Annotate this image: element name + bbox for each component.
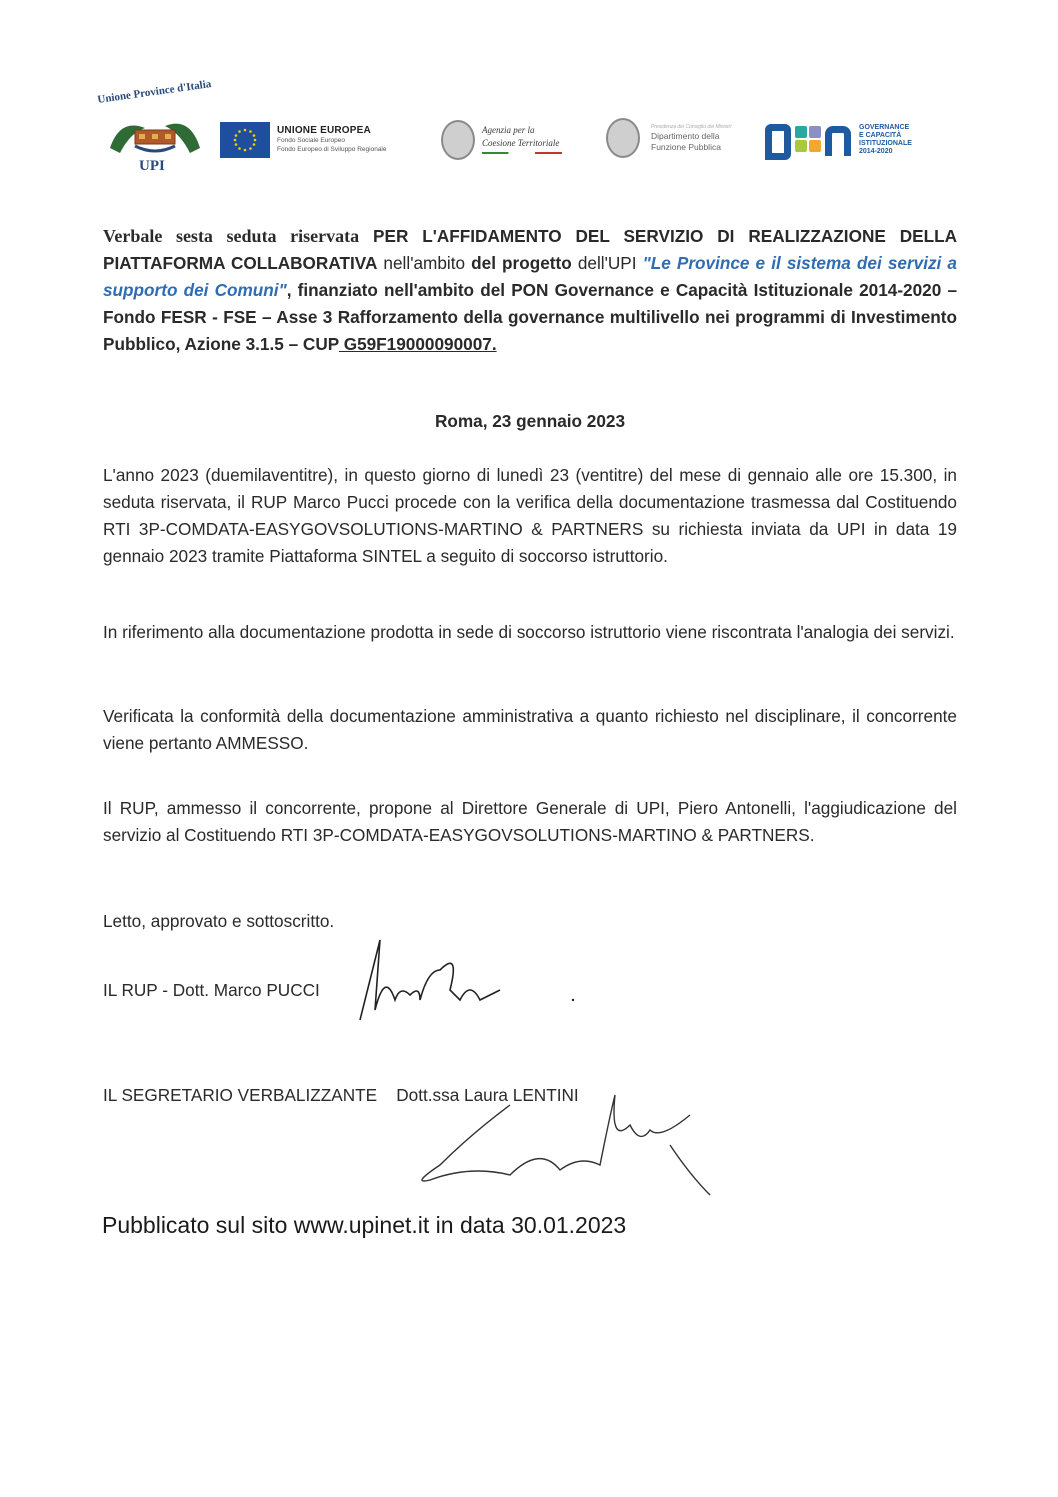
secretary-signature-icon [390, 1085, 720, 1205]
document-title [103, 223, 957, 358]
closing-text: Letto, approvato e sottoscritto. [103, 911, 335, 931]
paragraph-3: Verificata la conformità della documentazione amministrativa a quanto richiesto nel disciplinare, il concorrente viene pertanto AMMESSO. [103, 706, 957, 753]
dfp-small-line: Presidenza del Consiglio dei Ministri [651, 124, 732, 130]
place-date: Roma, 23 gennaio 2023 [434, 411, 626, 431]
pon-logo-text [859, 124, 912, 156]
title-part-4: del progetto [471, 253, 572, 273]
paragraph-2: In riferimento alla documentazione prodotta in sede di soccorso istruttorio viene riscontrata l'analogia dei servizi. [103, 622, 955, 642]
upi-acronym: UPI [139, 158, 165, 174]
eu-title: UNIONE EUROPEA [277, 125, 371, 136]
italian-republic-emblem-icon-2 [606, 118, 640, 158]
pon-grid-icon [795, 126, 821, 152]
italian-republic-emblem-icon [441, 120, 475, 160]
pon-p-icon [765, 124, 791, 160]
agency-line-2: Coesione Territoriale [482, 138, 560, 148]
eu-flag-icon [220, 122, 270, 158]
agency-logo-text [482, 124, 562, 154]
pon-line-3: ISTITUZIONALE [859, 140, 912, 147]
title-bold-part: PER L'AFFIDAMENTO DEL SERVIZIO DI REALIZZAZIONE DELLA PIATTAFORMA COLLABORATIVA [103, 226, 957, 273]
project-name: "Le Province e il sistema dei servizi a supporto dei Comuni" [103, 253, 957, 300]
upi-logo-arc-text: Unione Province d'Italia [96, 78, 212, 106]
eu-sub-line-2: Fondo Europeo di Sviluppo Regionale [277, 146, 387, 153]
publication-note: Pubblicato sul sito www.upinet.it in data 30.01.2023 [102, 1212, 627, 1238]
secretary-role: IL SEGRETARIO VERBALIZZANTE [103, 1085, 378, 1105]
pon-line-4: 2014-2020 [859, 148, 893, 155]
rup-signature-icon [340, 930, 600, 1030]
rup-signature-label: IL RUP - Dott. Marco PUCCI [103, 980, 320, 1000]
upi-logo [95, 80, 215, 180]
eu-logo-text [277, 125, 387, 154]
title-part-7: , finanziato nell'ambito del PON Governance e Capacità Istituzionale 2014-2020 – Fondo FESR - FSE – Asse 3 Rafforzamento della governance multilivello nei programmi di Investimento Pubblico, Azione 3.1.5 – CUP [103, 280, 958, 354]
title-part-3: nell'ambito [377, 253, 472, 273]
paragraph-1: L'anno 2023 (duemilaventitre), in questo giorno di lunedì 23 (ventitre) del mese di gennaio alle ore 15.300, in seduta riservata, il RUP Marco Pucci procede con la verifica della documentazione trasmessa dal Costituendo RTI 3P-COMDATA-EASYGOVSOLUTIONS-MARTINO & PARTNERS su richiesta inviata da UPI in data 19 gennaio 2023 tramite Piattaforma SINTEL a seguito di soccorso istruttorio. [103, 465, 957, 566]
eu-sub-line-1: Fondo Sociale Europeo [277, 137, 345, 144]
secretary-name: Dott.ssa Laura LENTINI [396, 1085, 579, 1105]
pon-n-icon [825, 126, 851, 156]
agency-line-1: Agenzia per la [482, 125, 535, 135]
dfp-line-1: Dipartimento della [651, 131, 720, 141]
dfp-line-2: Funzione Pubblica [651, 142, 721, 152]
tricolor-bar [482, 152, 562, 154]
paragraph-4: Il RUP, ammesso il concorrente, propone al Direttore Generale di UPI, Piero Antonelli, l'aggiudicazione del servizio al Costituendo RTI 3P-COMDATA-EASYGOVSOLUTIONS-MARTINO & PARTNERS. [103, 798, 957, 845]
title-part-5: dell'UPI [571, 253, 643, 273]
dfp-logo-text [651, 124, 731, 153]
pon-line-2: E CAPACITÀ [859, 132, 902, 139]
title-serif-part: Verbale sesta seduta riservata [103, 226, 360, 246]
cup-code: G59F19000090007. [338, 334, 497, 354]
laurel-crown-icon [105, 108, 205, 158]
pon-line-1: GOVERNANCE [859, 124, 910, 131]
